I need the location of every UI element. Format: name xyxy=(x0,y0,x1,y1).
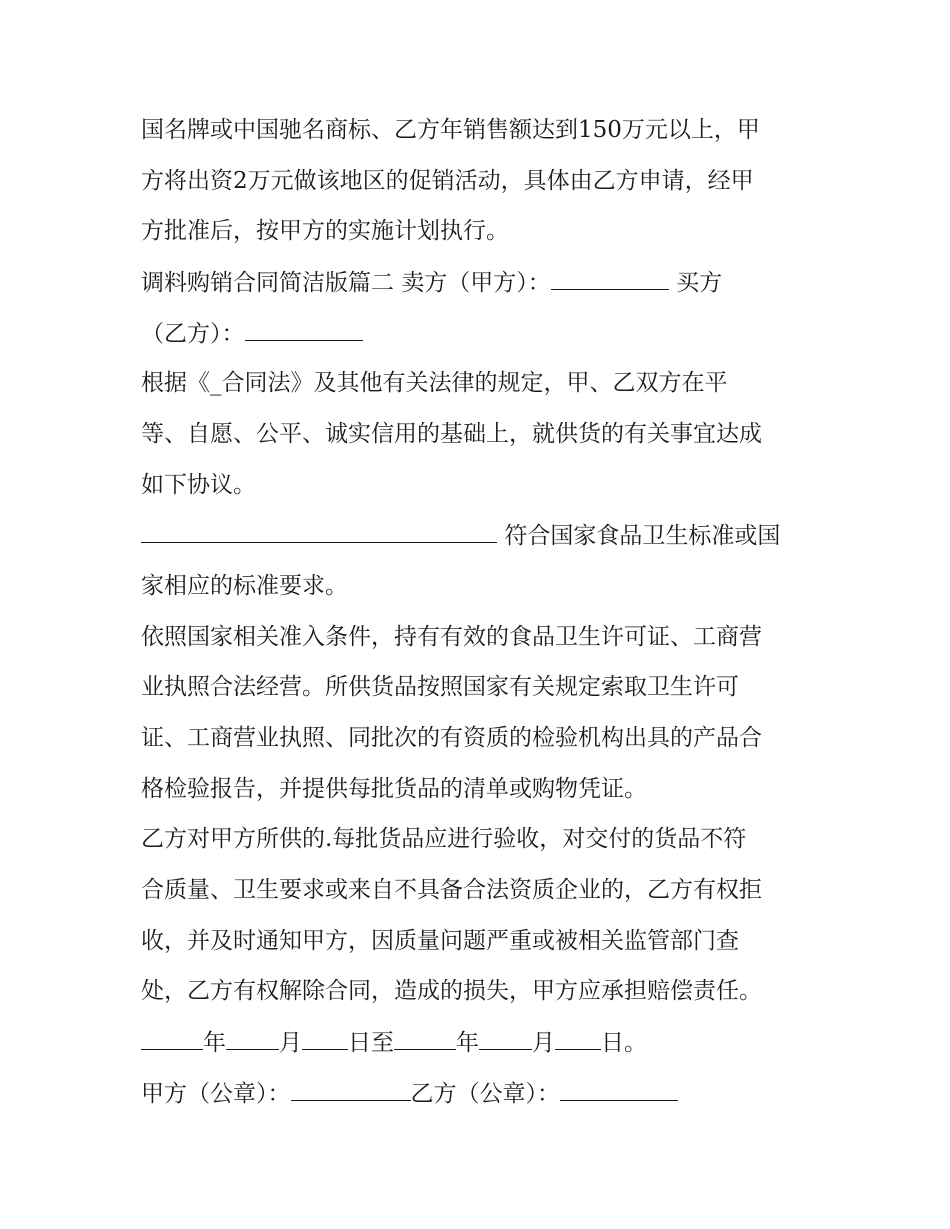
text-line: 收，并及时通知甲方，因质量问题严重或被相关监管部门查 xyxy=(141,928,739,954)
end-year-blank xyxy=(394,1027,456,1050)
product-standard-text: 符合国家食品卫生标准或国 xyxy=(504,523,781,549)
start-month-blank xyxy=(226,1027,279,1050)
text-line: 等、自愿、公平、诚实信用的基础上，就供货的有关事宜达成 xyxy=(141,421,762,447)
seller-line xyxy=(141,267,722,298)
party-b-seal-blank xyxy=(560,1078,678,1101)
buyer-line xyxy=(141,318,363,349)
text-line: 如下协议。 xyxy=(141,472,256,498)
day-end-label: 日。 xyxy=(601,1030,647,1056)
year-label: 年 xyxy=(456,1030,479,1056)
signature-line xyxy=(141,1078,678,1109)
party-b-seal-label: 乙方（公章）： xyxy=(410,1081,560,1107)
year-label: 年 xyxy=(203,1030,226,1056)
text-line: 乙方对甲方所供的.每批货品应进行验收，对交付的货品不符 xyxy=(141,826,747,852)
text-line: 根据《_合同法》及其他有关法律的规定，甲、乙双方在平 xyxy=(141,370,728,396)
contract-period-line xyxy=(141,1027,647,1058)
buyer-blank xyxy=(245,318,363,341)
product-line xyxy=(141,520,780,551)
text-line: 格检验报告，并提供每批货品的清单或购物凭证。 xyxy=(141,776,647,802)
text-line: 方批准后，按甲方的实施计划执行。 xyxy=(141,218,509,244)
party-b-label: （乙方）： xyxy=(141,321,245,347)
party-a-seal-label: 甲方（公章）： xyxy=(141,1081,291,1107)
start-day-blank xyxy=(302,1027,348,1050)
buyer-label: 买方 xyxy=(676,270,723,296)
month-label: 月 xyxy=(279,1030,302,1056)
seller-label: 调料购销合同简洁版篇二 卖方（甲方）： xyxy=(141,270,551,296)
text-line: 依照国家相关准入条件，持有有效的食品卫生许可证、工商营 xyxy=(141,624,762,650)
month-label: 月 xyxy=(532,1030,555,1056)
party-a-seal-blank xyxy=(291,1078,411,1101)
text-line: 合质量、卫生要求或来自不具备合法资质企业的，乙方有权拒 xyxy=(141,877,762,903)
product-blank xyxy=(141,520,497,543)
text-line: 证、工商营业执照、同批次的有资质的检验机构出具的产品合 xyxy=(141,725,762,751)
text-line: 处，乙方有权解除合同，造成的损失，甲方应承担赔偿责任。 xyxy=(141,978,762,1004)
text-line: 业执照合法经营。所供货品按照国家有关规定索取卫生许可 xyxy=(141,674,739,700)
text-line: 国名牌或中国驰名商标、乙方年销售额达到150万元以上，甲 xyxy=(141,117,760,143)
text-line: 方将出资2万元做该地区的促销活动，具体由乙方申请，经甲 xyxy=(141,168,754,194)
seller-blank xyxy=(551,267,669,290)
text-line: 家相应的标准要求。 xyxy=(141,573,348,599)
end-month-blank xyxy=(479,1027,532,1050)
end-day-blank xyxy=(555,1027,601,1050)
day-to-label: 日至 xyxy=(348,1030,394,1056)
start-year-blank xyxy=(141,1027,203,1050)
